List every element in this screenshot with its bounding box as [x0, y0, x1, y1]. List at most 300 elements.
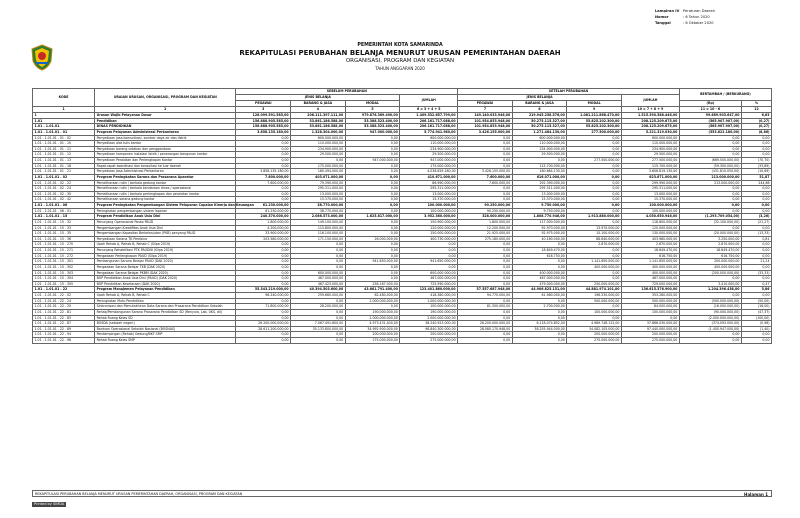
row-value: 0,00: [679, 135, 741, 141]
row-value: 277.500.000,00: [567, 158, 622, 164]
row-code: 1.01 . 1.01.01 . 22 . 25: [33, 304, 95, 310]
row-value: 200.000.000,00: [621, 332, 679, 338]
row-value: 0,00: [512, 332, 567, 338]
row-value: 0,00: [236, 309, 291, 315]
row-value: 208.125.209.675,00: [621, 118, 679, 124]
row-value: 200.000.000,00: [345, 332, 400, 338]
column-number: 9: [567, 107, 622, 113]
row-value: 0,00: [345, 135, 400, 141]
row-value: 0,00: [621, 315, 679, 321]
row-value: 110.000.000,00: [621, 141, 679, 147]
row-value: 26.000.000,00: [345, 236, 400, 242]
row-value: 0,00: [291, 338, 346, 344]
row-description: Program Pendidikan Anak Usia Dini: [95, 214, 236, 220]
row-value: 0,00: [291, 264, 346, 270]
row-value: 0,00: [345, 203, 400, 209]
row-code: 1.01 . 1.01.01 . 06: [33, 203, 95, 209]
row-value: 400.000.000,00: [567, 264, 622, 270]
row-description: Rapat-rapat koordinasi dan konsultasi ke luar daerah: [95, 163, 236, 169]
row-value: 3.426.155.000,00: [458, 169, 513, 175]
row-value: 600.000.000,00: [291, 270, 346, 276]
row-value: 403.071.000,00: [291, 174, 346, 180]
row-value: 410.671.000,00: [400, 174, 458, 180]
row-value: 403.980.000,00: [621, 236, 679, 242]
row-value: 34.992.900.000,00: [345, 326, 400, 332]
row-value: 4.200.000,00: [236, 225, 291, 231]
row-value: 62.480.000,00: [345, 293, 400, 299]
row-value: 0,00: [345, 304, 400, 310]
row-value: 29.500.000,00: [621, 152, 679, 158]
row-value: 123.401.860.000,00: [400, 287, 458, 293]
row-value: 250.000.000,00: [567, 281, 622, 287]
row-value: (100,00): [741, 315, 771, 321]
row-value: (1.293.709.054,00): [679, 214, 741, 220]
row-value: 6,63: [741, 113, 771, 119]
row-value: 275.000.000,00: [621, 338, 679, 344]
row-description: Pemeliharaan rutin / berkala gedung kantor: [95, 180, 236, 186]
row-value: 100.000.000,00: [621, 208, 679, 214]
row-value: 21,24: [741, 259, 771, 265]
row-value: 275.000.000,00: [400, 338, 458, 344]
row-description: Penunjang Rehabilitasi PTK PAUDNI (Silpa 2019): [95, 248, 236, 254]
row-value: 941.650.000,00: [345, 259, 400, 265]
row-code: 1.01 . 1.01.01 . 22 . 94: [33, 332, 95, 338]
row-value: 941.650.000,00: [400, 259, 458, 265]
row-value: 0,00: [291, 259, 346, 265]
row-value: 1.808.770.946,00: [512, 214, 567, 220]
row-code: 1.01 . 1.01.01 . 15 . 303: [33, 270, 95, 276]
row-description: Pemeliharaan sarana gedung kantor: [95, 197, 236, 203]
row-value: 101.954.853.948,00: [458, 124, 513, 130]
row-value: 400.000.000,00: [621, 270, 679, 276]
lampiran-key: Tanggal: [655, 21, 671, 25]
row-value: 86.990.000,00: [400, 180, 458, 186]
lampiran-key: Lampiran IV: [655, 9, 680, 13]
row-value: 0,00: [567, 146, 622, 152]
row-description: BOSDA (sekolah negeri): [95, 321, 236, 327]
row-value: 244,86: [741, 180, 771, 186]
row-value: 0,00: [512, 315, 567, 321]
row-value: 55.343.219.000,00: [236, 287, 291, 293]
row-value: (47,37): [741, 309, 771, 315]
row-value: 0,00: [458, 264, 513, 270]
row-value: 0,00: [679, 293, 741, 299]
row-value: 0,00: [567, 276, 622, 282]
col-setelah: SETELAH PERUBAHAN: [458, 89, 680, 95]
row-value: 18.849.470,00: [679, 248, 741, 254]
row-value: 0,00: [236, 332, 291, 338]
row-value: 0,00: [236, 253, 291, 259]
column-number: 7: [458, 107, 513, 113]
row-value: 0,00: [679, 152, 741, 158]
row-value: 5.774.941.980,00: [400, 129, 458, 135]
row-value: 277.500.000,00: [567, 129, 622, 135]
row-description: Sinkronisasi dan Pemutakhiran Data Sarana dan Prasarana Pendidikan Sekolah: [95, 304, 236, 310]
row-value: 51,87: [741, 174, 771, 180]
row-value: (16.000.000,00): [679, 304, 741, 310]
row-value: 0,00: [679, 141, 741, 147]
row-description: Pengadaan Sarana Belajar PKBM (DAK 2020): [95, 270, 236, 276]
row-value: 53.861.186.588,00: [291, 118, 346, 124]
row-value: 0,00: [567, 197, 622, 203]
row-description: DINAS PENDIDIKAN: [95, 124, 236, 130]
row-value: 0,81: [741, 236, 771, 242]
row-value: 0,00: [741, 203, 771, 209]
row-value: 190.000.000,00: [345, 309, 400, 315]
row-value: 120.000.000,00: [400, 225, 458, 231]
row-value: 97.440.000.000,00: [621, 326, 679, 332]
row-value: 0,00: [345, 174, 400, 180]
page-number: Halaman 1: [743, 492, 768, 497]
row-value: 600.000.000,00: [621, 135, 679, 141]
row-value: (431.810.050,00): [679, 169, 741, 175]
row-value: 53.388.523.400,00: [345, 124, 400, 130]
row-value: 1.625.817.000,00: [345, 214, 400, 220]
row-value: 7.067.491.600,00: [291, 321, 346, 327]
row-code: 1.01 . 1.01.01 . 01 . 10: [33, 141, 95, 147]
row-value: (20.000.000,00): [679, 231, 741, 237]
row-description: Rehab Ruang Kelas SMP: [95, 338, 236, 344]
row-description: Rehab/Pembangunan Sarana Prasarana Pendidikan SD (Renyula, Lab, UKS, dll): [95, 309, 236, 315]
row-value: 12.200.000,00: [458, 225, 513, 231]
row-description: Upah Rehab A, Rehab B, Rehab C (Silpa 2019): [95, 242, 236, 248]
row-value: 295.311.000,00: [400, 186, 458, 192]
row-value: 0,00: [400, 253, 458, 259]
row-value: 1.515.390.588.446,00: [621, 113, 679, 119]
row-value: 0,00: [345, 231, 400, 237]
row-value: 190.000.000,00: [400, 309, 458, 315]
row-value: 149.140.033.946,00: [458, 113, 513, 119]
row-description: Penunjang Operasional Posko PAUD: [95, 219, 236, 225]
row-value: 0,00: [741, 242, 771, 248]
row-value: 0,00: [236, 146, 291, 152]
row-value: 92.970.000,00: [512, 225, 567, 231]
row-value: 0,00: [741, 253, 771, 259]
lampiran-info: [655, 8, 715, 26]
row-value: 0,00: [741, 186, 771, 192]
row-code: 1.01 . 1.01.01 . 02 . 22: [33, 180, 95, 186]
row-value: 0,00: [741, 293, 771, 299]
row-value: 2.670.000,00: [567, 242, 622, 248]
row-value: 0,00: [567, 219, 622, 225]
row-value: 110.000.000,00: [291, 141, 346, 147]
row-code: 1.01 . 1.01.01 . 15 . 33: [33, 225, 95, 231]
row-value: 219.945.258.576,00: [512, 113, 567, 119]
row-value: 0,00: [679, 191, 741, 197]
row-value: 0,00: [291, 253, 346, 259]
row-value: 9.750.000,00: [512, 203, 567, 209]
column-number: 4: [291, 107, 346, 113]
row-value: 61.230.000,00: [236, 203, 291, 209]
row-value: 467.000.000,00: [512, 276, 567, 282]
government-name: PEMERINTAH KOTA SAMARINDA: [357, 43, 443, 48]
row-value: 79.390.000,00: [291, 180, 346, 186]
row-value: 81.300.000,00: [458, 304, 513, 310]
fiscal-year: TAHUN ANGGARAN 2020: [375, 66, 425, 71]
row-value: 13.000.000,00: [291, 191, 346, 197]
row-value: 0,00: [236, 152, 291, 158]
report-subtitle: ORGANISASI, PROGRAM DAN KEGIATAN: [345, 58, 455, 64]
row-value: 0,00: [458, 146, 513, 152]
row-value: 156.888.905.585,00: [236, 124, 291, 130]
row-value: 28.200.000,00: [291, 304, 346, 310]
row-description: Penyediaan jasa komunikasi, sumber daya air dan listrik: [95, 135, 236, 141]
row-value: 26.200.000.000,00: [236, 321, 291, 327]
row-value: 88.640.000,00: [567, 236, 622, 242]
row-value: 55.825.202.300,00: [567, 124, 622, 130]
row-description: Pengadaan Sarana Belajar TKB (DAK 2020): [95, 264, 236, 270]
row-value: (565.907.907,00): [679, 118, 741, 124]
row-value: (0,27): [741, 124, 771, 130]
row-value: (33,89): [741, 163, 771, 169]
row-code: 1.01 . 1.01.01 . 01 . 11: [33, 146, 95, 152]
row-value: 61.230.000,00: [236, 208, 291, 214]
row-value: 35.133.800.000,00: [291, 326, 346, 332]
col-pegawai-setelah: PEGAWAI: [458, 101, 513, 107]
row-description: Pemeliharaan rutin / berkala kendaraan dinas / operasional: [95, 186, 236, 192]
row-value: 0,00: [236, 163, 291, 169]
row-value: 3.606.819.130,00: [621, 169, 679, 175]
row-value: 15.100.000,00: [567, 231, 622, 237]
row-value: 0,00: [679, 332, 741, 338]
row-value: 0,00: [741, 146, 771, 152]
row-code: 1.01 . 1.01.01 . 22 . 83: [33, 315, 95, 321]
row-value: 38.770.000,00: [291, 208, 346, 214]
row-value: 0,00: [679, 197, 741, 203]
row-value: 200.000.000,00: [567, 332, 622, 338]
row-value: 0,00: [512, 309, 567, 315]
row-value: 0,00: [741, 208, 771, 214]
row-value: 96.240.000,00: [236, 293, 291, 299]
row-value: 5.221.319.030,00: [621, 129, 679, 135]
row-value: 259.660.000,00: [291, 293, 346, 299]
row-value: 1.000.000.000,00: [400, 298, 458, 304]
row-code: 1.01 . 1.01.01 . 15 . 304: [33, 276, 95, 282]
row-value: 947.000.000,00: [400, 158, 458, 164]
row-value: 136.615.376.900,00: [621, 287, 679, 293]
row-value: 0,00: [236, 264, 291, 270]
row-value: 0,00: [236, 191, 291, 197]
row-value: (3,26): [741, 214, 771, 220]
row-value: 240.370.000,00: [236, 214, 291, 220]
row-value: 0,00: [567, 203, 622, 209]
row-value: 208.125.209.675,00: [621, 124, 679, 130]
column-number: 3: [236, 107, 291, 113]
row-description: Program Pelayanan Administrasi Perkantoran: [95, 129, 236, 135]
row-value: 0,00: [345, 248, 400, 254]
row-value: 101.954.853.948,00: [458, 118, 513, 124]
col-barang-sebelum: BARANG & JASA: [291, 101, 346, 107]
row-value: 115.700.000,00: [621, 163, 679, 169]
lampiran-value: : 6 Tahun 2020: [683, 15, 710, 19]
row-value: 0,00: [236, 315, 291, 321]
row-description: Peningkatan pengembangan sistem laporan: [95, 208, 236, 214]
row-value: 0,00: [236, 259, 291, 265]
row-value: 328.000.000,00: [458, 214, 513, 220]
row-value: 15.370.000,00: [400, 197, 458, 203]
row-value: 234.900.000,00: [291, 146, 346, 152]
row-value: (8,86): [741, 129, 771, 135]
row-value: 33.900.000,00: [236, 231, 291, 237]
row-value: 13.000.000,00: [400, 191, 458, 197]
table-header: [33, 89, 772, 113]
row-value: 400.000.000,00: [679, 264, 741, 270]
row-value: 0,00: [512, 264, 567, 270]
row-value: 1.800.000,00: [458, 219, 513, 225]
row-value: 0,00: [236, 242, 291, 248]
row-value: 234.900.000,00: [512, 146, 567, 152]
row-value: 13.970.000,00: [567, 225, 622, 231]
row-description: Program Peningkatan Pengembangan Sistem Pelaporan Capaian Kinerja dan Keuangan: [96, 203, 254, 207]
row-value: 34.082.105.000,00: [567, 326, 622, 332]
row-value: 234.900.000,00: [400, 146, 458, 152]
row-value: 50.275.115.327,00: [512, 124, 567, 130]
row-value: 100.000.000,00: [621, 203, 679, 209]
row-value: 213.000.000,00: [679, 180, 741, 186]
row-code: 1.01 . 1.01.01 . 15 . 270: [33, 242, 95, 248]
row-value: 206.111.397.111,00: [291, 113, 346, 119]
row-value: 6.118.074.852,00: [512, 321, 567, 327]
row-value: 0,00: [512, 338, 567, 344]
row-value: 98.840.300.000,00: [400, 326, 458, 332]
row-code: 1.01 . 1.01.01 . 15 . 302: [33, 264, 95, 270]
row-value: 0,00: [345, 219, 400, 225]
row-code: 1.01 . 1.01.01 . 02 . 30: [33, 191, 95, 197]
row-value: 0,00: [679, 203, 741, 209]
row-code: 1.01 . 1.01.01 . 15 . 271: [33, 248, 95, 254]
lampiran-row: [655, 20, 715, 26]
row-value: 0,00: [741, 276, 771, 282]
row-value: 206.161.717.088,00: [400, 118, 458, 124]
row-value: 0,00: [236, 248, 291, 254]
column-number: 12: [741, 107, 771, 113]
row-code: 1.01 . 1.01.01: [33, 124, 95, 130]
col-modal-sebelum: MODAL: [345, 101, 400, 107]
row-value: 0,00: [345, 253, 400, 259]
row-value: 275.180.000,00: [458, 236, 513, 242]
row-value: 71.800.000,00: [236, 304, 291, 310]
row-code: 1.01 . 1.01.01 . 15 . 305: [33, 281, 95, 287]
row-value: 115.800.000,00: [291, 225, 346, 231]
row-value: 1.081.211.868.470,00: [567, 113, 622, 119]
row-value: 400.730.000,00: [400, 236, 458, 242]
row-value: 2.700.000,00: [512, 304, 567, 310]
row-value: 0,00: [741, 338, 771, 344]
row-value: 18.849.470,00: [512, 248, 567, 254]
row-value: 0,00: [291, 315, 346, 321]
row-code: 1.01: [33, 118, 95, 124]
row-value: 479.000.000,00: [512, 281, 567, 287]
row-value: 0,00: [291, 309, 346, 315]
row-value: 3.858.135.180,00: [236, 129, 291, 135]
lampiran-value: Peraturan Daerah: [683, 9, 715, 13]
row-description: Penyediaan Sarana TK Pembina: [95, 236, 236, 242]
row-value: 0,00: [345, 264, 400, 270]
row-value: 0,00: [345, 180, 400, 186]
row-value: 0,00: [458, 281, 513, 287]
row-value: 0,00: [679, 186, 741, 192]
row-value: 0,00: [236, 197, 291, 203]
column-number: 5: [345, 107, 400, 113]
row-value: 1.141.650.000,00: [567, 259, 622, 265]
row-value: 234.900.000,00: [621, 146, 679, 152]
row-value: 206.161.717.088,00: [400, 124, 458, 130]
row-value: 0,00: [679, 276, 741, 282]
row-value: 200.000.000,00: [679, 259, 741, 265]
row-code: 1.01 . 1.01.01 . 22 . 02: [33, 293, 95, 299]
table-row: [33, 338, 772, 344]
col-sebelum: SEBELUM PERUBAHAN: [236, 89, 458, 95]
row-code: 1.01 . 1.01.01 . 22 . 96: [33, 338, 95, 344]
row-value: 1.913.880.000,00: [567, 214, 622, 220]
row-value: 28.080.170.948,00: [458, 326, 513, 332]
row-value: 0,00: [236, 276, 291, 282]
row-value: (90.000.000,00): [679, 309, 741, 315]
row-description: Pembangunan Sarana Belajar PAUD (DAK 2020): [95, 259, 236, 265]
row-value: 0,00: [458, 248, 513, 254]
row-description: Penyediaan komponen instalasi listrik / penerangan bangunan kantor: [95, 152, 236, 158]
row-value: 500.000.000,00: [621, 298, 679, 304]
row-value: 0,00: [567, 253, 622, 259]
row-value: 29.500.000,00: [512, 152, 567, 158]
row-value: 0,00: [458, 270, 513, 276]
col-modal-setelah: MODAL: [567, 101, 622, 107]
column-number: 6 = 3 + 4 + 5: [400, 107, 458, 113]
row-value: 26.200.000.000,00: [458, 321, 513, 327]
row-value: 203.580.000,00: [236, 236, 291, 242]
row-value: 0,00: [345, 163, 400, 169]
row-value: 15.370.000,00: [621, 197, 679, 203]
column-number: 1: [33, 107, 95, 113]
row-code: 1.01 . 1.01.01 . 02: [33, 174, 95, 180]
row-description: Pendidikan: [95, 118, 236, 124]
col-pct: %: [741, 101, 771, 107]
row-value: (59.300.000,00): [679, 163, 741, 169]
row-value: 0,00: [741, 191, 771, 197]
row-value: 600.000.000,00: [400, 135, 458, 141]
row-value: 13.000.000,00: [621, 191, 679, 197]
row-value: 2.670.000,00: [621, 242, 679, 248]
row-value: 0,00: [345, 270, 400, 276]
col-jumlah-setelah: JUMLAH: [621, 95, 679, 107]
row-value: 0,00: [567, 304, 622, 310]
row-value: 40.394.503.600,00: [291, 287, 346, 293]
row-code: 1.01 . 1.01.01 . 01 . 18: [33, 163, 95, 169]
row-value: 0,00: [458, 298, 513, 304]
row-value: 38.255.944.000,00: [512, 326, 567, 332]
row-value: (374.093.000,00): [679, 321, 741, 327]
row-value: 0,00: [567, 174, 622, 180]
row-value: 180.664.130,00: [512, 169, 567, 175]
row-value: (10,69): [741, 169, 771, 175]
row-value: 0,00: [291, 332, 346, 338]
row-value: 0,00: [458, 152, 513, 158]
row-code: 1.01 . 1.01.01 . 22 . 89: [33, 326, 95, 332]
row-value: 275.000.000,00: [567, 338, 622, 344]
row-value: 3.250.000,00: [679, 236, 741, 242]
row-value: 0,00: [458, 332, 513, 338]
row-code: 1.01 . 1.01.01 . 01: [33, 129, 95, 135]
col-rp: (Rp): [679, 101, 741, 107]
row-value: 0,00: [458, 309, 513, 315]
row-value: 130.000.000,00: [621, 231, 679, 237]
row-value: 0,00: [458, 141, 513, 147]
row-value: 0,00: [400, 248, 458, 254]
row-value: 0,00: [567, 180, 622, 186]
row-description: Pengadaan Perlengkapan PAUD (Silpa 2019): [95, 253, 236, 259]
row-value: 171.150.000,00: [291, 236, 346, 242]
row-code: 1.01 . 1.01.01 . 22 . 87: [33, 321, 95, 327]
